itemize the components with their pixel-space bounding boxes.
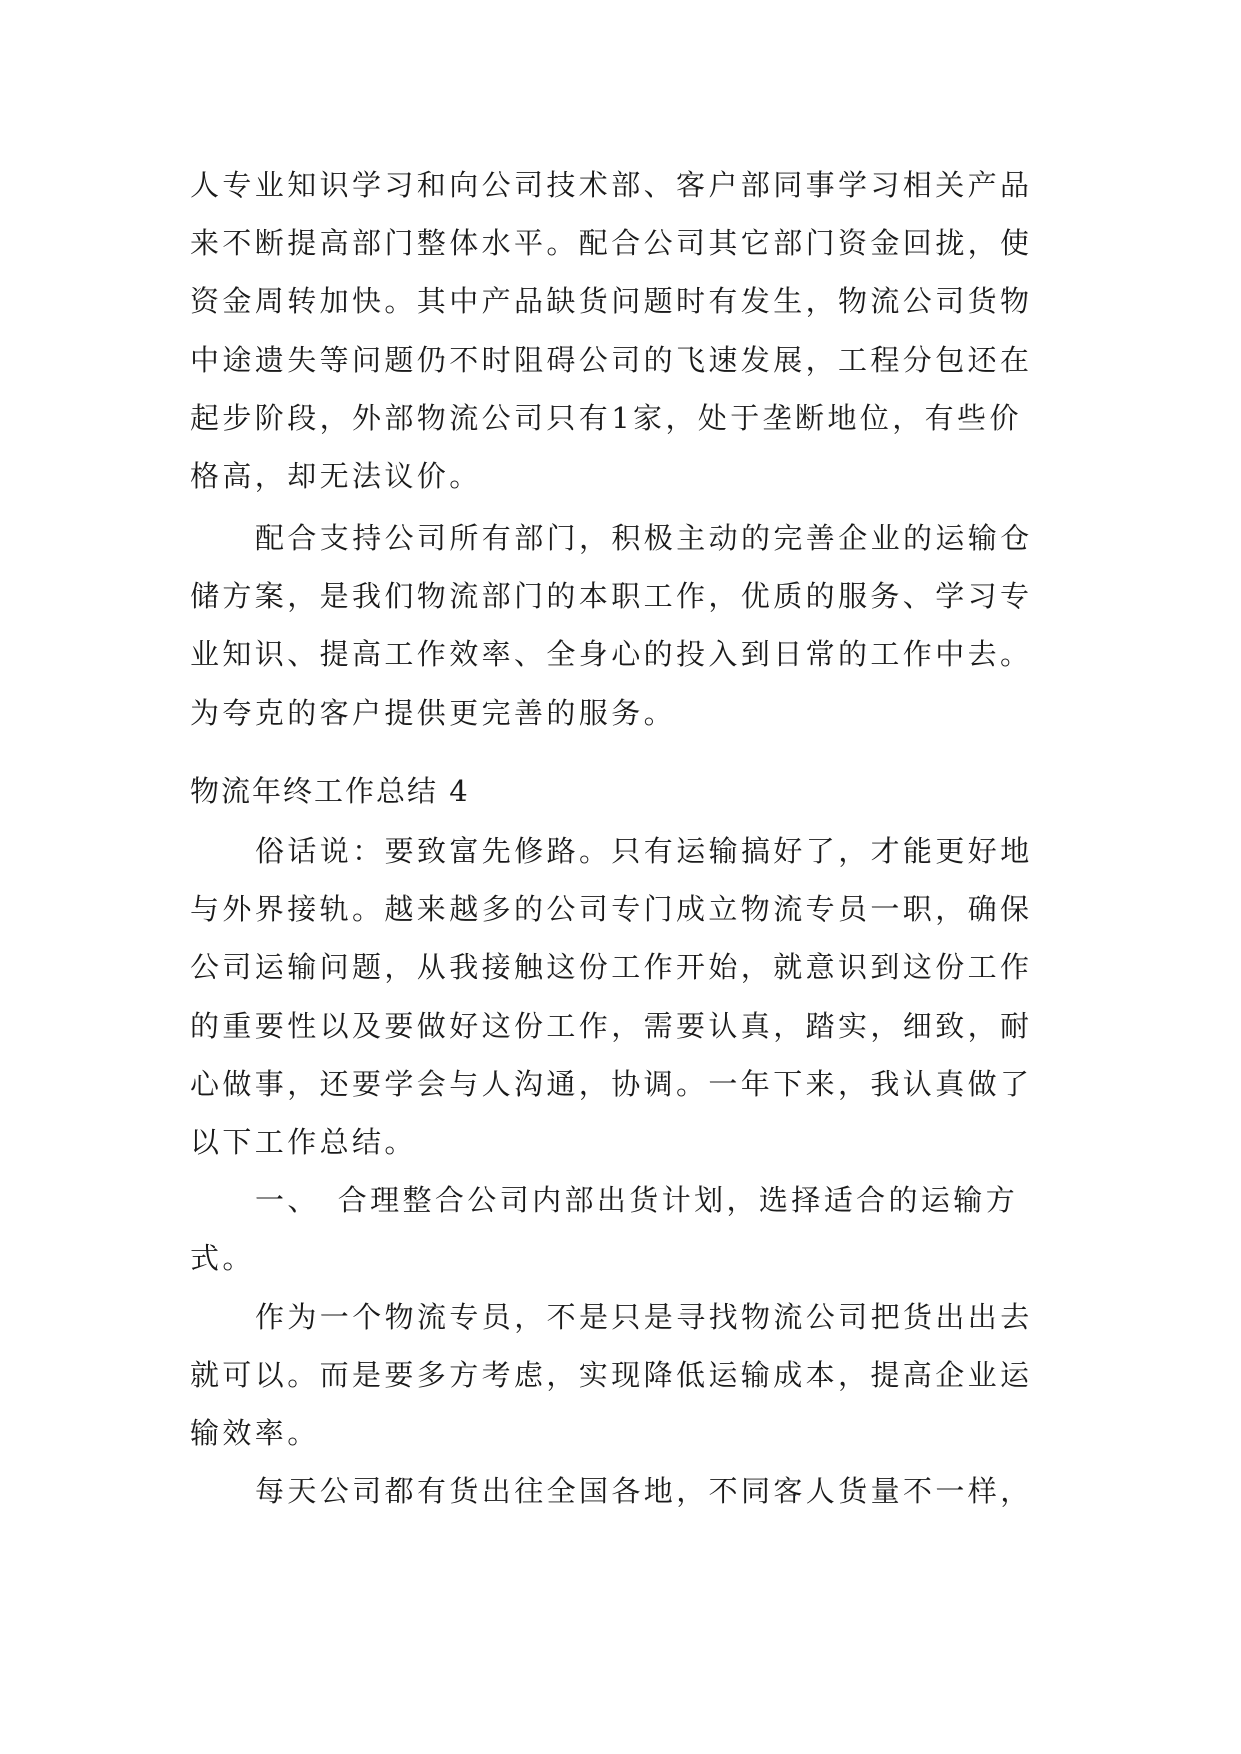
text-block-title	[190, 762, 1050, 820]
paragraph-intro: 俗话说：要致富先修路。只有运输搞好了，才能更好地与外界接轨。越来越多的公司专门成立物流专员一职，确保公司运输问题，从我接触这份工作开始，就意识到这份工作的重要性以及要做好这份工作，需要认真，踏实，细致，耐心做事，还要学会与人沟通，协调。一年下来，我认真做了以下工作总结。	[190, 834, 1033, 1160]
text-block-top	[190, 156, 1050, 505]
paragraph-continuation: 人专业知识学习和向公司技术部、客户部同事学习相关产品来不断提高部门整体水平。配合公司其它部门资金回拢，使资金周转加快。其中产品缺货问题时有发生，物流公司货物中途遗失等问题仍不时阻碍公司的飞速发展，工程分包还在起步阶段，外部物流公司只有1家，处于垄断地位，有些价格高，却无法议价。	[190, 168, 1033, 494]
paragraph-daily: 每天公司都有货出往全国各地，不同客人货量不一样，	[255, 1474, 1033, 1509]
text-block-support	[190, 509, 1050, 742]
paragraph-specialist: 作为一个物流专员，不是只是寻找物流公司把货出出去就可以。而是要多方考虑，实现降低运输成本，提高企业运输效率。	[190, 1299, 1033, 1451]
section-title: 物流年终工作总结 4	[190, 774, 470, 808]
text-block-body	[190, 822, 1050, 1520]
paragraph-support: 配合支持公司所有部门，积极主动的完善企业的运输仓储方案，是我们物流部门的本职工作，优质的服务、学习专业知识、提高工作效率、全身心的投入到日常的工作中去。为夸克的客户提供更完善的服务。	[190, 521, 1033, 730]
list-item-one: 一、 合理整合公司内部出货计划，选择适合的运输方式。	[190, 1183, 1019, 1276]
